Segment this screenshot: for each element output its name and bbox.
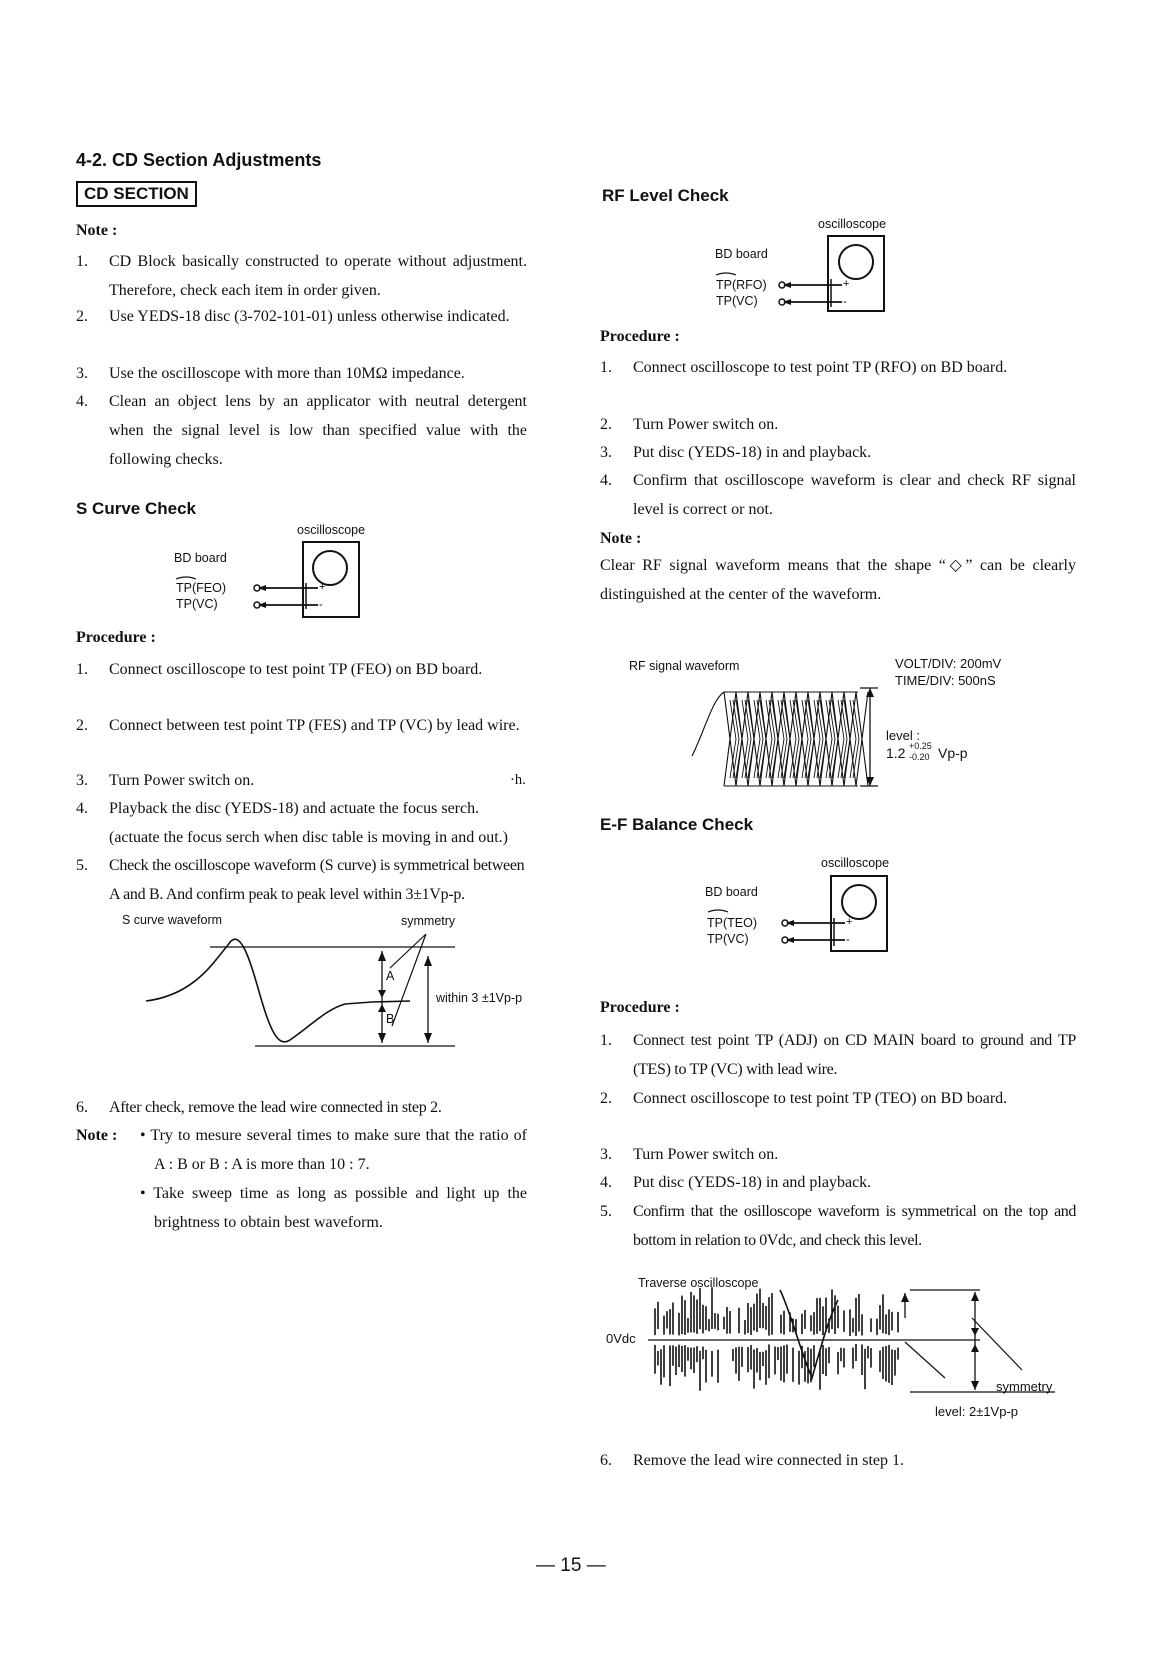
rf-waveform-title: RF signal waveform [629,659,740,673]
step-number: 4. [600,1174,612,1191]
a-label: A [386,969,395,983]
step-text: Confirm that the osilloscope waveform is symmetrical on the top and bottom in relation to 0Vdc, and check this level. [633,1203,1076,1249]
board-label: BD board [174,551,227,565]
ef-step-4 [600,1168,1076,1198]
step-text: Remove the lead wire connected in step 1. [633,1452,905,1469]
board-label: BD board [705,885,758,899]
procedure-step-4 [76,794,527,854]
section-box: CD SECTION [76,181,197,207]
ef-step-2 [600,1084,1076,1144]
s-curve-note-item-1: • Try to mesure several times to make sure that the ratio of A : B or B : A is more than 10 : 7. [140,1127,527,1173]
procedure-step-3 [76,766,527,796]
rf-note-text: Clear RF signal waveform means that the shape “◇” can be clearly distinguished at the center of the waveform. [600,557,1076,603]
rf-level-tolerance-plus: +0.25 [909,741,932,751]
test-point-label: TP(TEO) [707,916,757,930]
oscilloscope-label: oscilloscope [818,217,887,231]
ef-step-6 [600,1446,1076,1476]
procedure-step-6 [76,1093,527,1123]
rf-level-value: 1.2 [886,745,906,761]
step-text: Connect test point TP (ADJ) on CD MAIN board to ground and TP (TES) to TP (VC) with lead wire. [633,1032,1076,1078]
rf-step-2 [600,410,1076,440]
page-title: 4-2. CD Section Adjustments [76,150,322,170]
procedure-step-1 [76,655,527,715]
note-label: Note : [76,222,118,239]
procedure-step-2 [76,711,527,771]
s-curve-note-item-2: • Take sweep time as long as possible and light up the brightness to obtain best waveform. [140,1185,527,1231]
ef-step-3 [600,1140,1076,1170]
step-number: 1. [600,1032,612,1049]
time-div-label: TIME/DIV: 500nS [895,673,996,688]
test-point-label: TP(VC) [176,597,218,611]
step-number: 5. [600,1203,612,1220]
note-text: Clean an object lens by an applicator with neutral detergent when the signal level is low than specified value with the following checks. [109,393,527,468]
symmetry-label: symmetry [401,914,456,928]
stray-mark: ·h. [510,772,526,788]
step-number: 3. [600,1146,612,1163]
svg-text:-: - [843,296,847,308]
traverse-level-label: level: 2±1Vp-p [935,1404,1019,1419]
rf-step-1 [600,353,1076,413]
step-text: Turn Power switch on. [633,416,779,433]
step-text: Connect oscilloscope to test point TP (FEO) on BD board. [109,661,483,678]
step-number: 2. [600,416,612,433]
step-text: Turn Power switch on. [633,1146,779,1163]
rf-level-heading: RF Level Check [602,186,729,205]
procedure-step-5 [76,851,527,911]
note-item-2 [76,302,527,362]
note-text: Use the oscilloscope with more than 10MΩ impedance. [109,365,465,382]
within-label: within 3 ±1Vp-p [436,991,523,1005]
page-number: — 15 — [536,1555,606,1576]
test-point-label: TP(RFO) [716,278,767,292]
procedure-label: Procedure : [76,629,156,646]
traverse-waveform [0,0,1,1]
step-number: 5. [76,857,88,874]
volt-div-label: VOLT/DIV: 200mV [895,656,1002,671]
step-number: 6. [76,1099,88,1116]
note-number: 2. [76,308,88,325]
step-number: 2. [600,1090,612,1107]
step-text: Connect oscilloscope to test point TP (TEO) on BD board. [633,1090,1008,1107]
step-text: Check the oscilloscope waveform (S curve) is symmetrical between A and B. And confirm peak to peak level within 3±1Vp-p. [109,857,525,903]
step-number: 1. [76,661,88,678]
step-text: Connect between test point TP (FES) and TP (VC) by lead wire. [109,717,520,734]
procedure-label: Procedure : [600,328,680,345]
step-text: Connect oscilloscope to test point TP (RFO) on BD board. [633,359,1008,376]
svg-text:-: - [319,599,323,611]
test-point-label: TP(VC) [707,932,749,946]
note-number: 3. [76,365,88,382]
note-item-4 [76,387,527,477]
ef-step-1 [600,1026,1076,1086]
note-item-3 [76,359,527,389]
note-item-1 [76,247,527,307]
oscilloscope-label: oscilloscope [297,523,366,537]
svg-text:+: + [843,278,850,290]
rf-level-tolerance-minus: -0.20 [909,752,930,762]
rf-note-label: Note : [600,530,642,547]
note-text: CD Block basically constructed to operate without adjustment. Therefore, check each item in order given. [109,253,527,299]
step-text: Playback the disc (YEDS-18) and actuate the focus serch. (actuate the focus serch when disc table is moving in and out.) [109,800,508,846]
svg-text:-: - [846,934,850,946]
ef-balance-heading: E-F Balance Check [600,815,754,834]
s-curve-waveform-title: S curve waveform [122,913,223,927]
step-text: Put disc (YEDS-18) in and playback. [633,1174,872,1191]
traverse-waveform-title: Traverse oscilloscope [638,1276,759,1290]
symmetry-label: symmetry [996,1379,1053,1394]
note-number: 1. [76,253,88,270]
b-label: B [386,1012,395,1026]
traverse-waveform-trace [655,1287,898,1390]
procedure-label: Procedure : [600,999,680,1016]
test-point-label: TP(VC) [716,294,758,308]
step-number: 3. [76,772,88,789]
rf-step-4 [600,466,1076,526]
s-curve-heading: S Curve Check [76,499,196,518]
step-text: After check, remove the lead wire connected in step 2. [109,1099,442,1116]
note-number: 4. [76,393,88,410]
board-label: BD board [715,247,768,261]
oscilloscope-label: oscilloscope [821,856,890,870]
step-number: 4. [600,472,612,489]
ef-step-5 [600,1197,1076,1257]
step-number: 2. [76,717,88,734]
rf-level-unit: Vp-p [938,745,968,761]
step-text: Put disc (YEDS-18) in and playback. [633,444,872,461]
step-number: 1. [600,359,612,376]
rf-step-3 [600,438,1076,468]
note-text: Use YEDS-18 disc (3-702-101-01) unless otherwise indicated. [109,308,510,325]
test-point-label: TP(FEO) [176,581,226,595]
zero-vdc-label: 0Vdc [606,1331,636,1346]
step-text: Turn Power switch on. [109,772,255,789]
s-curve-note-label: Note : [76,1127,118,1144]
step-number: 6. [600,1452,612,1469]
rf-level-label: level : [886,728,920,743]
svg-text:+: + [319,581,326,593]
step-text: Confirm that oscilloscope waveform is clear and check RF signal level is correct or not. [633,472,1076,518]
svg-text:+: + [846,916,853,928]
step-number: 4. [76,800,88,817]
step-number: 3. [600,444,612,461]
